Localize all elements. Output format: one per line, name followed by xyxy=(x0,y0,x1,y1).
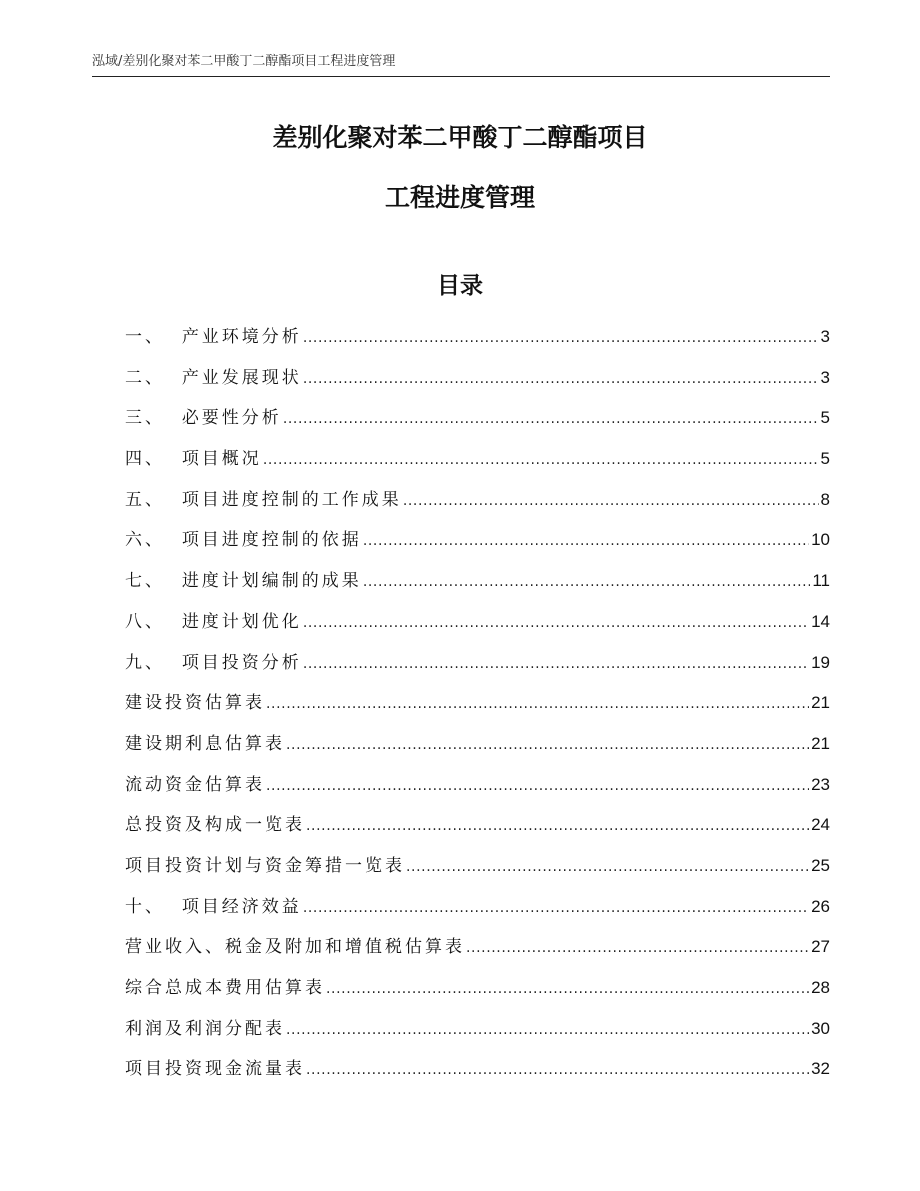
table-of-contents xyxy=(125,322,830,1095)
toc-entry-page: 27 xyxy=(811,937,830,957)
toc-leader-dots xyxy=(363,526,809,556)
toc-entry-page: 8 xyxy=(820,489,830,509)
toc-entry-page: 11 xyxy=(812,571,830,591)
toc-entry[interactable] xyxy=(125,932,830,973)
toc-entry[interactable] xyxy=(125,444,830,485)
toc-leader-dots xyxy=(263,445,819,475)
toc-entry-number: 十、 xyxy=(125,896,182,917)
toc-entry-label: 项目投资分析 xyxy=(181,652,302,673)
toc-entry-number: 九、 xyxy=(125,652,182,673)
toc-entry[interactable] xyxy=(125,851,830,892)
toc-leader-dots xyxy=(303,893,809,923)
toc-leader-dots xyxy=(326,974,809,1004)
toc-leader-dots xyxy=(363,567,811,597)
toc-leader-dots xyxy=(286,730,809,760)
toc-entry-page: 28 xyxy=(811,978,830,997)
toc-entry-page: 26 xyxy=(811,896,830,916)
toc-leader-dots xyxy=(403,486,819,516)
toc-entry-label: 流动资金估算表 xyxy=(125,774,265,795)
toc-entry[interactable] xyxy=(125,1054,830,1095)
toc-leader-dots xyxy=(266,771,809,801)
toc-entry-label: 项目概况 xyxy=(181,449,262,470)
toc-entry[interactable] xyxy=(125,322,830,363)
toc-entry[interactable] xyxy=(125,729,830,770)
toc-leader-dots xyxy=(466,933,809,963)
toc-leader-dots xyxy=(303,649,809,679)
toc-heading: 目录 xyxy=(437,273,483,299)
toc-entry-page: 3 xyxy=(820,367,830,387)
toc-leader-dots xyxy=(303,608,809,638)
toc-entry-number: 三、 xyxy=(125,408,182,429)
toc-entry-label: 建设期利息估算表 xyxy=(125,733,285,754)
toc-entry[interactable] xyxy=(125,1014,830,1055)
toc-leader-dots xyxy=(406,852,809,882)
toc-entry-number: 一、 xyxy=(125,327,182,347)
document-title-line-1: 差别化聚对苯二甲酸丁二醇酯项目 xyxy=(272,123,648,152)
toc-entry[interactable] xyxy=(125,403,830,444)
toc-leader-dots xyxy=(306,811,809,841)
toc-entry-label: 项目经济效益 xyxy=(181,896,302,917)
toc-entry-page: 21 xyxy=(811,733,830,753)
toc-entry-page: 5 xyxy=(820,449,830,469)
toc-entry-label: 进度计划编制的成果 xyxy=(181,571,362,592)
toc-entry-page: 10 xyxy=(811,530,830,550)
toc-entry-label: 项目投资现金流量表 xyxy=(125,1059,305,1080)
toc-entry-label: 产业发展现状 xyxy=(181,367,302,388)
toc-entry[interactable] xyxy=(125,810,830,851)
toc-entry-label: 产业环境分析 xyxy=(181,327,302,347)
toc-entry[interactable] xyxy=(125,973,830,1014)
toc-entry[interactable] xyxy=(125,770,830,811)
toc-leader-dots xyxy=(283,404,819,434)
toc-entry-label: 进度计划优化 xyxy=(181,611,302,632)
toc-entry-page: 21 xyxy=(811,693,830,713)
toc-entry-label: 项目进度控制的工作成果 xyxy=(181,489,402,510)
toc-entry-page: 30 xyxy=(811,1018,830,1038)
toc-entry-label: 项目进度控制的依据 xyxy=(181,530,362,551)
toc-entry-label: 综合总成本费用估算表 xyxy=(125,978,325,998)
toc-entry[interactable] xyxy=(125,363,830,404)
toc-entry-page: 14 xyxy=(811,611,830,631)
toc-entry[interactable] xyxy=(125,607,830,648)
toc-entry-label: 必要性分析 xyxy=(181,408,282,429)
toc-entry-label: 项目投资计划与资金筹措一览表 xyxy=(125,855,405,876)
toc-entry-page: 23 xyxy=(811,774,830,794)
toc-entry-number: 五、 xyxy=(125,489,182,510)
toc-entry[interactable] xyxy=(125,525,830,566)
toc-entry[interactable] xyxy=(125,566,830,607)
toc-entry-label: 营业收入、税金及附加和增值税估算表 xyxy=(125,937,465,958)
toc-entry-number: 八、 xyxy=(125,611,182,632)
toc-leader-dots xyxy=(303,364,819,394)
toc-entry-label: 建设投资估算表 xyxy=(125,693,265,714)
toc-leader-dots xyxy=(286,1015,809,1045)
toc-entry-page: 5 xyxy=(820,408,830,428)
toc-entry-number: 七、 xyxy=(125,571,182,592)
toc-entry[interactable] xyxy=(125,648,830,689)
toc-entry-page: 32 xyxy=(811,1059,830,1079)
toc-entry-label: 总投资及构成一览表 xyxy=(125,815,305,836)
header-divider xyxy=(92,76,830,77)
toc-entry[interactable] xyxy=(125,485,830,526)
toc-entry-label: 利润及利润分配表 xyxy=(125,1018,285,1039)
toc-entry-page: 19 xyxy=(811,652,830,672)
running-header: 泓域/差别化聚对苯二甲酸丁二醇酯项目工程进度管理 xyxy=(92,54,396,69)
toc-entry[interactable] xyxy=(125,892,830,933)
toc-entry-number: 四、 xyxy=(125,449,182,470)
toc-entry-page: 25 xyxy=(811,855,830,875)
toc-entry[interactable] xyxy=(125,688,830,729)
toc-entry-number: 六、 xyxy=(125,530,182,551)
toc-leader-dots xyxy=(303,323,819,353)
toc-entry-page: 3 xyxy=(820,327,830,346)
toc-entry-page: 24 xyxy=(811,815,830,835)
toc-leader-dots xyxy=(266,689,809,719)
document-title-line-2: 工程进度管理 xyxy=(384,183,535,212)
toc-leader-dots xyxy=(306,1055,809,1085)
toc-entry-number: 二、 xyxy=(125,367,182,388)
